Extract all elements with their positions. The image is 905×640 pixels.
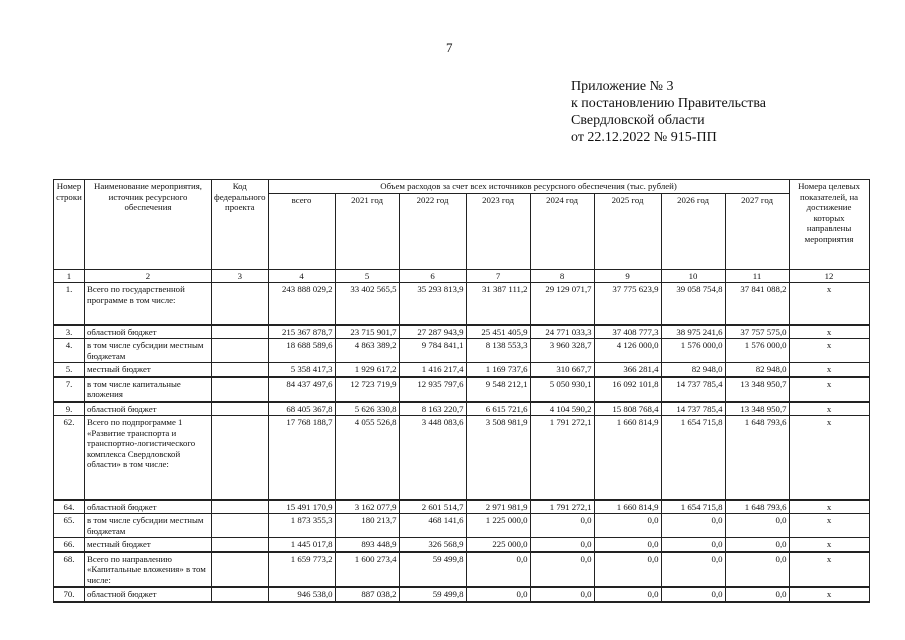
row-value-y2024: 0,0 — [530, 514, 594, 538]
row-value-y2022: 1 416 217,4 — [399, 363, 466, 377]
row-targets: х — [789, 325, 869, 339]
header-name: Наименование мероприятия, источник ресурсного обеспечения — [85, 180, 212, 270]
row-targets: х — [789, 552, 869, 588]
table-row — [54, 325, 870, 339]
row-targets: х — [789, 538, 869, 552]
row-value-y2025: 0,0 — [594, 552, 661, 588]
row-targets: х — [789, 514, 869, 538]
header-2021: 2021 год — [335, 193, 399, 269]
row-value-y2025: 0,0 — [594, 587, 661, 602]
header-targets: Номера целевых показателей, на достижение которых направлены мероприятия — [789, 180, 869, 270]
row-number: 68. — [54, 552, 85, 588]
row-value-y2025: 37 408 777,3 — [594, 325, 661, 339]
row-targets: х — [789, 416, 869, 500]
row-targets: х — [789, 283, 869, 325]
row-value-y2024: 29 129 071,7 — [530, 283, 594, 325]
row-value-y2022: 8 163 220,7 — [399, 402, 466, 416]
row-value-y2022: 9 784 841,1 — [399, 339, 466, 363]
row-targets: х — [789, 587, 869, 602]
row-value-y2027: 1 576 000,0 — [725, 339, 789, 363]
row-value-y2025: 16 092 101,8 — [594, 377, 661, 402]
row-value-y2023: 8 138 553,3 — [466, 339, 530, 363]
row-targets: х — [789, 500, 869, 514]
row-number: 62. — [54, 416, 85, 500]
column-index: 10 — [661, 269, 725, 283]
row-value-y2025: 0,0 — [594, 538, 661, 552]
row-project-code — [212, 500, 269, 514]
row-value-y2024: 310 667,7 — [530, 363, 594, 377]
row-value-y2026: 0,0 — [661, 514, 725, 538]
row-value-y2025: 0,0 — [594, 514, 661, 538]
appendix-date-number: от 22.12.2022 № 915-ПП — [571, 130, 717, 145]
row-number: 1. — [54, 283, 85, 325]
row-value-y2024: 3 960 328,7 — [530, 339, 594, 363]
row-value-total: 1 445 017,8 — [268, 538, 335, 552]
row-targets: х — [789, 339, 869, 363]
row-value-y2022: 35 293 813,9 — [399, 283, 466, 325]
row-value-y2023: 9 548 212,1 — [466, 377, 530, 402]
row-targets: х — [789, 402, 869, 416]
row-value-y2022: 59 499,8 — [399, 552, 466, 588]
row-number: 64. — [54, 500, 85, 514]
row-project-code — [212, 402, 269, 416]
column-index: 3 — [212, 269, 269, 283]
table-row — [54, 377, 870, 402]
row-value-total: 84 437 497,6 — [268, 377, 335, 402]
row-value-y2021: 12 723 719,9 — [335, 377, 399, 402]
row-value-y2026: 14 737 785,4 — [661, 402, 725, 416]
header-2022: 2022 год — [399, 193, 466, 269]
budget-table — [53, 179, 870, 603]
row-value-y2027: 1 648 793,6 — [725, 500, 789, 514]
row-number: 9. — [54, 402, 85, 416]
header-2027: 2027 год — [725, 193, 789, 269]
row-value-total: 1 659 773,2 — [268, 552, 335, 588]
row-value-y2023: 2 971 981,9 — [466, 500, 530, 514]
row-value-y2022: 3 448 083,6 — [399, 416, 466, 500]
row-name: в том числе капитальные вложения — [85, 377, 212, 402]
row-value-y2026: 1 654 715,8 — [661, 416, 725, 500]
header-2023: 2023 год — [466, 193, 530, 269]
row-value-total: 17 768 188,7 — [268, 416, 335, 500]
row-value-y2027: 37 841 088,2 — [725, 283, 789, 325]
row-project-code — [212, 283, 269, 325]
row-value-y2022: 12 935 797,6 — [399, 377, 466, 402]
row-value-y2026: 14 737 785,4 — [661, 377, 725, 402]
row-value-y2025: 366 281,4 — [594, 363, 661, 377]
row-value-total: 1 873 355,3 — [268, 514, 335, 538]
row-value-y2026: 0,0 — [661, 552, 725, 588]
row-value-y2027: 0,0 — [725, 514, 789, 538]
row-number: 3. — [54, 325, 85, 339]
row-value-y2021: 23 715 901,7 — [335, 325, 399, 339]
row-value-y2024: 0,0 — [530, 552, 594, 588]
table-row — [54, 587, 870, 602]
row-targets: х — [789, 377, 869, 402]
row-value-y2027: 82 948,0 — [725, 363, 789, 377]
row-name: областной бюджет — [85, 587, 212, 602]
row-value-y2027: 1 648 793,6 — [725, 416, 789, 500]
row-value-y2026: 0,0 — [661, 587, 725, 602]
row-number: 7. — [54, 377, 85, 402]
row-project-code — [212, 514, 269, 538]
row-name: местный бюджет — [85, 363, 212, 377]
row-value-y2027: 13 348 950,7 — [725, 402, 789, 416]
appendix-reference: к постановлению Правительства — [571, 96, 767, 111]
row-value-total: 18 688 589,6 — [268, 339, 335, 363]
row-value-y2021: 33 402 565,5 — [335, 283, 399, 325]
row-name: Всего по направлению «Капитальные вложения» в том числе: — [85, 552, 212, 588]
column-index: 11 — [725, 269, 789, 283]
row-number: 65. — [54, 514, 85, 538]
row-value-y2022: 59 499,8 — [399, 587, 466, 602]
row-value-y2023: 6 615 721,6 — [466, 402, 530, 416]
row-value-y2023: 0,0 — [466, 587, 530, 602]
row-value-total: 243 888 029,2 — [268, 283, 335, 325]
row-value-y2022: 2 601 514,7 — [399, 500, 466, 514]
row-value-y2024: 1 791 272,1 — [530, 500, 594, 514]
row-value-y2021: 1 929 617,2 — [335, 363, 399, 377]
row-project-code — [212, 377, 269, 402]
row-value-y2025: 15 808 768,4 — [594, 402, 661, 416]
row-value-y2024: 5 050 930,1 — [530, 377, 594, 402]
row-value-y2024: 0,0 — [530, 538, 594, 552]
table-row — [54, 552, 870, 588]
column-index: 6 — [399, 269, 466, 283]
row-name: в том числе субсидии местным бюджетам — [85, 514, 212, 538]
header-total: всего — [268, 193, 335, 269]
row-value-y2023: 3 508 981,9 — [466, 416, 530, 500]
table-row — [54, 283, 870, 325]
row-value-total: 15 491 170,9 — [268, 500, 335, 514]
row-value-total: 946 538,0 — [268, 587, 335, 602]
row-value-y2021: 887 038,2 — [335, 587, 399, 602]
row-name: местный бюджет — [85, 538, 212, 552]
appendix-header — [571, 78, 766, 146]
appendix-region: Свердловской области — [571, 113, 705, 128]
row-name: областной бюджет — [85, 500, 212, 514]
row-name: областной бюджет — [85, 325, 212, 339]
column-index: 9 — [594, 269, 661, 283]
table-row — [54, 402, 870, 416]
row-number: 4. — [54, 339, 85, 363]
column-index: 2 — [85, 269, 212, 283]
page-number: 7 — [446, 40, 453, 55]
row-value-y2025: 1 660 814,9 — [594, 500, 661, 514]
table-row — [54, 416, 870, 500]
row-value-y2025: 1 660 814,9 — [594, 416, 661, 500]
row-value-y2026: 39 058 754,8 — [661, 283, 725, 325]
row-value-y2027: 13 348 950,7 — [725, 377, 789, 402]
row-value-y2021: 180 213,7 — [335, 514, 399, 538]
row-value-y2027: 0,0 — [725, 552, 789, 588]
row-value-y2026: 1 576 000,0 — [661, 339, 725, 363]
row-value-y2022: 326 568,9 — [399, 538, 466, 552]
column-index: 8 — [530, 269, 594, 283]
row-value-y2026: 1 654 715,8 — [661, 500, 725, 514]
header-2024: 2024 год — [530, 193, 594, 269]
row-value-y2023: 31 387 111,2 — [466, 283, 530, 325]
row-value-total: 215 367 878,7 — [268, 325, 335, 339]
table-row — [54, 514, 870, 538]
row-value-total: 5 358 417,3 — [268, 363, 335, 377]
table-row — [54, 500, 870, 514]
header-project-code: Код федерального проекта — [212, 180, 269, 270]
row-value-y2023: 0,0 — [466, 552, 530, 588]
header-2026: 2026 год — [661, 193, 725, 269]
row-value-y2027: 0,0 — [725, 538, 789, 552]
row-name: Всего по государственной программе в том числе: — [85, 283, 212, 325]
row-name: в том числе субсидии местным бюджетам — [85, 339, 212, 363]
row-targets: х — [789, 363, 869, 377]
column-index-row — [54, 269, 870, 283]
appendix-title: Приложение № 3 — [571, 79, 674, 94]
column-index: 7 — [466, 269, 530, 283]
row-value-y2025: 4 126 000,0 — [594, 339, 661, 363]
row-value-y2026: 0,0 — [661, 538, 725, 552]
header-expenses: Объем расходов за счет всех источников ресурсного обеспечения (тыс. рублей) — [268, 180, 789, 194]
row-project-code — [212, 339, 269, 363]
column-index: 1 — [54, 269, 85, 283]
row-value-y2021: 893 448,9 — [335, 538, 399, 552]
row-project-code — [212, 538, 269, 552]
row-value-y2022: 468 141,6 — [399, 514, 466, 538]
row-value-y2027: 0,0 — [725, 587, 789, 602]
row-value-y2023: 25 451 405,9 — [466, 325, 530, 339]
column-index: 4 — [268, 269, 335, 283]
row-value-y2023: 225 000,0 — [466, 538, 530, 552]
row-value-y2021: 4 863 389,2 — [335, 339, 399, 363]
table-body — [54, 283, 870, 602]
row-value-y2021: 3 162 077,9 — [335, 500, 399, 514]
column-index: 5 — [335, 269, 399, 283]
row-value-y2023: 1 169 737,6 — [466, 363, 530, 377]
row-value-y2024: 0,0 — [530, 587, 594, 602]
row-value-y2026: 38 975 241,6 — [661, 325, 725, 339]
header-2025: 2025 год — [594, 193, 661, 269]
table-row — [54, 339, 870, 363]
table-row — [54, 538, 870, 552]
row-value-y2024: 24 771 033,3 — [530, 325, 594, 339]
row-value-y2025: 37 775 623,9 — [594, 283, 661, 325]
row-project-code — [212, 552, 269, 588]
row-name: Всего по подпрограмме 1 «Развитие транспорта и транспортно-логистического комплекса Свердловской области» в том числе: — [85, 416, 212, 500]
row-name: областной бюджет — [85, 402, 212, 416]
row-value-y2021: 5 626 330,8 — [335, 402, 399, 416]
row-value-y2027: 37 757 575,0 — [725, 325, 789, 339]
row-value-y2024: 4 104 590,2 — [530, 402, 594, 416]
row-value-y2024: 1 791 272,1 — [530, 416, 594, 500]
table-row — [54, 363, 870, 377]
row-value-y2023: 1 225 000,0 — [466, 514, 530, 538]
row-value-y2026: 82 948,0 — [661, 363, 725, 377]
row-value-y2022: 27 287 943,9 — [399, 325, 466, 339]
row-value-total: 68 405 367,8 — [268, 402, 335, 416]
row-project-code — [212, 587, 269, 602]
row-number: 5. — [54, 363, 85, 377]
row-project-code — [212, 416, 269, 500]
row-value-y2021: 4 055 526,8 — [335, 416, 399, 500]
row-project-code — [212, 363, 269, 377]
column-index: 12 — [789, 269, 869, 283]
row-number: 66. — [54, 538, 85, 552]
row-project-code — [212, 325, 269, 339]
header-row-number: Номер строки — [54, 180, 85, 270]
row-number: 70. — [54, 587, 85, 602]
row-value-y2021: 1 600 273,4 — [335, 552, 399, 588]
